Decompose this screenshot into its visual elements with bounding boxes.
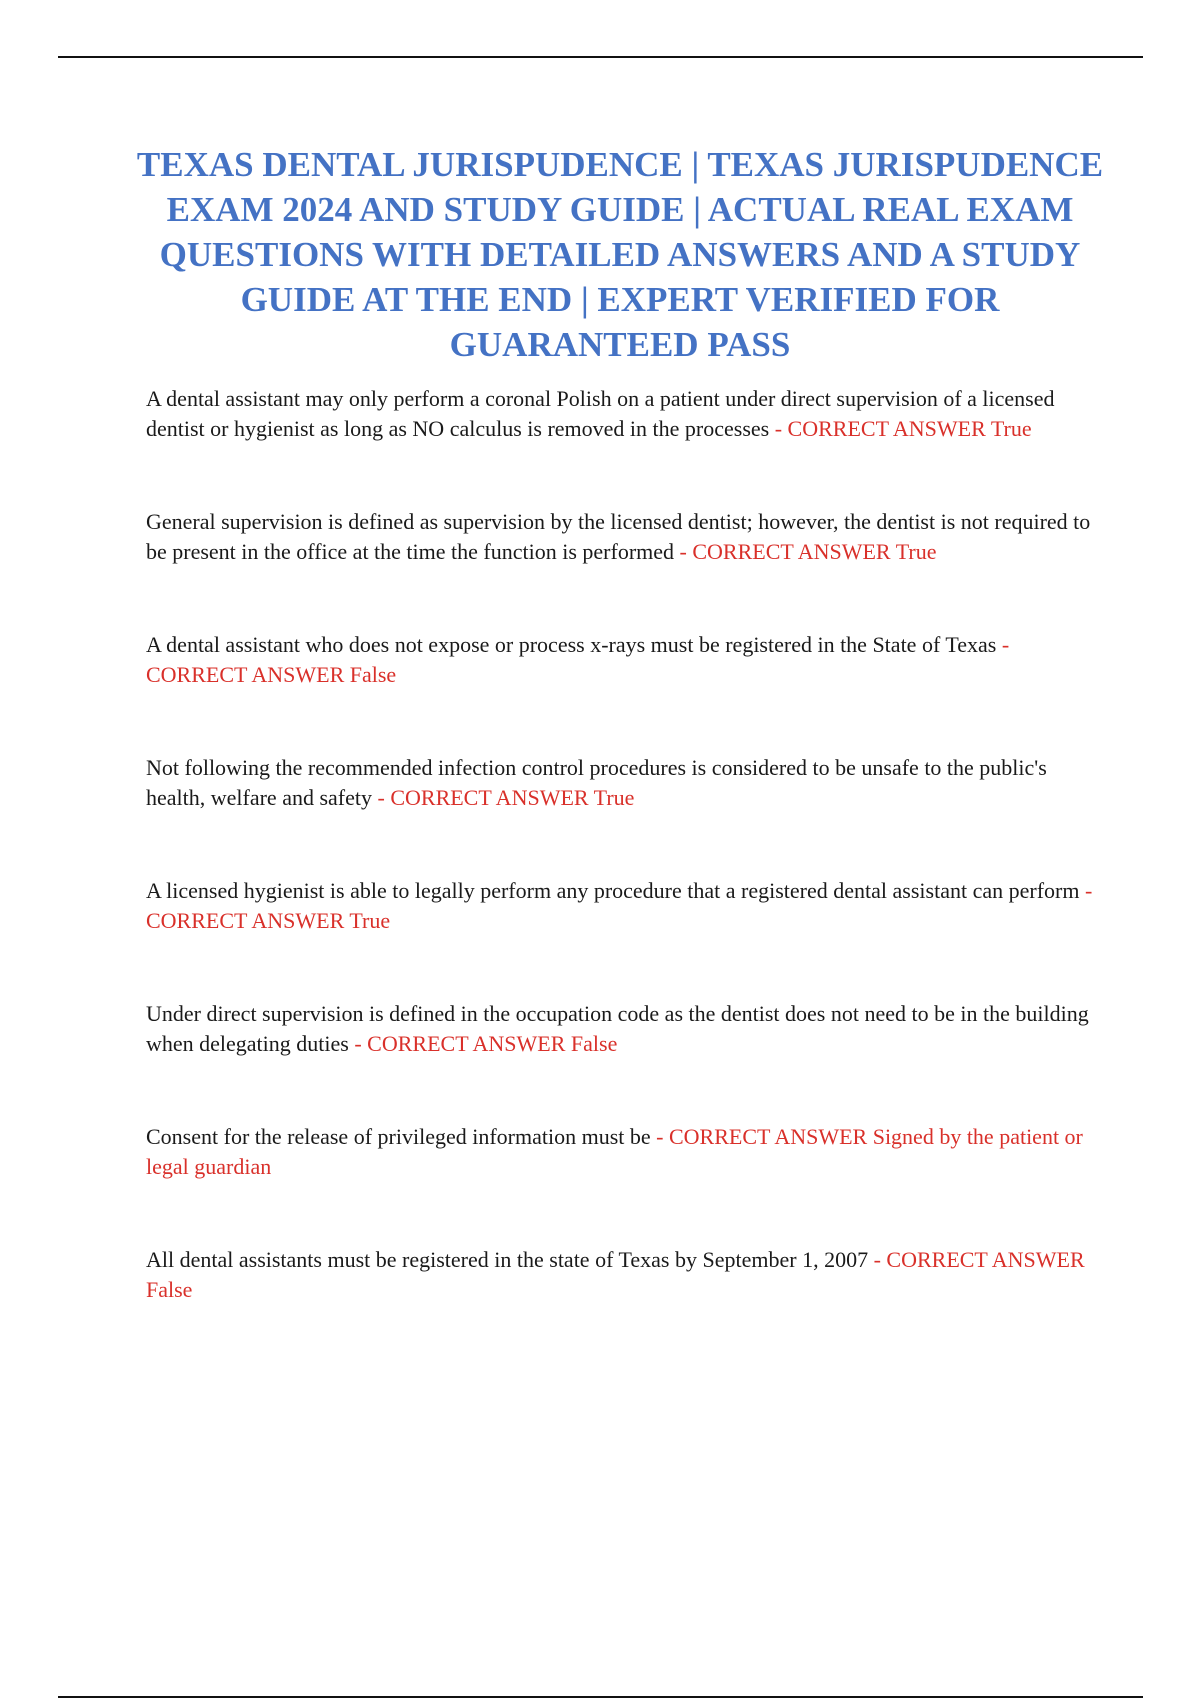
qa-item bbox=[146, 1122, 1098, 1182]
answer-separator: - bbox=[650, 1124, 669, 1149]
qa-item bbox=[146, 876, 1098, 936]
answer-separator: - bbox=[996, 632, 1010, 657]
bottom-divider bbox=[58, 1696, 1143, 1698]
question-text: General supervision is defined as supervision by the licensed dentist; however, the dentist is not required to be present in the office at the time the function is performed bbox=[146, 509, 1091, 564]
answer-separator: - bbox=[769, 416, 788, 441]
question-text: A dental assistant may only perform a coronal Polish on a patient under direct supervision of a licensed dentist or hygienist as long as NO calculus is removed in the processes bbox=[146, 386, 1055, 441]
qa-item bbox=[146, 753, 1098, 813]
document-title: TEXAS DENTAL JURISPUDENCE | TEXAS JURISPUDENCE EXAM 2024 AND STUDY GUIDE | ACTUAL REAL EXAM QUESTIONS WITH DETAILED ANSWERS AND A STUDY GUIDE AT THE END | EXPERT VERIFIED FOR GUARANTEED PASS bbox=[136, 145, 1104, 364]
answer-text: CORRECT ANSWER True bbox=[787, 416, 1032, 441]
answer-text: CORRECT ANSWER False bbox=[146, 662, 397, 687]
answer-text: CORRECT ANSWER True bbox=[692, 539, 937, 564]
answer-text: CORRECT ANSWER True bbox=[146, 908, 391, 933]
answer-text: CORRECT ANSWER False bbox=[146, 1247, 1085, 1302]
question-text: Not following the recommended infection control procedures is considered to be unsafe to the public's health, welfare and safety bbox=[146, 755, 1047, 810]
question-text: A dental assistant who does not expose or process x-rays must be registered in the State of Texas bbox=[146, 632, 997, 657]
answer-separator: - bbox=[674, 539, 693, 564]
question-text: All dental assistants must be registered in the state of Texas by September 1, 2007 bbox=[146, 1247, 869, 1272]
answer-separator: - bbox=[1079, 878, 1093, 903]
question-text: A licensed hygienist is able to legally perform any procedure that a registered dental assistant can perform bbox=[146, 878, 1080, 903]
answer-text: CORRECT ANSWER True bbox=[390, 785, 635, 810]
qa-item bbox=[146, 1245, 1098, 1305]
answer-separator: - bbox=[868, 1247, 887, 1272]
question-text: Under direct supervision is defined in the occupation code as the dentist does not need to be in the building when delegating duties bbox=[146, 1001, 1089, 1056]
question-text: Consent for the release of privileged information must be bbox=[146, 1124, 651, 1149]
answer-text: CORRECT ANSWER False bbox=[367, 1031, 618, 1056]
answer-separator: - bbox=[348, 1031, 368, 1056]
answer-separator: - bbox=[372, 785, 391, 810]
qa-item bbox=[146, 630, 1098, 690]
qa-item bbox=[146, 507, 1098, 567]
qa-item bbox=[146, 999, 1098, 1059]
answer-text: CORRECT ANSWER Signed by the patient or legal guardian bbox=[146, 1124, 1083, 1179]
qa-list bbox=[146, 384, 1098, 1305]
top-divider bbox=[58, 56, 1143, 58]
qa-item bbox=[146, 384, 1098, 444]
